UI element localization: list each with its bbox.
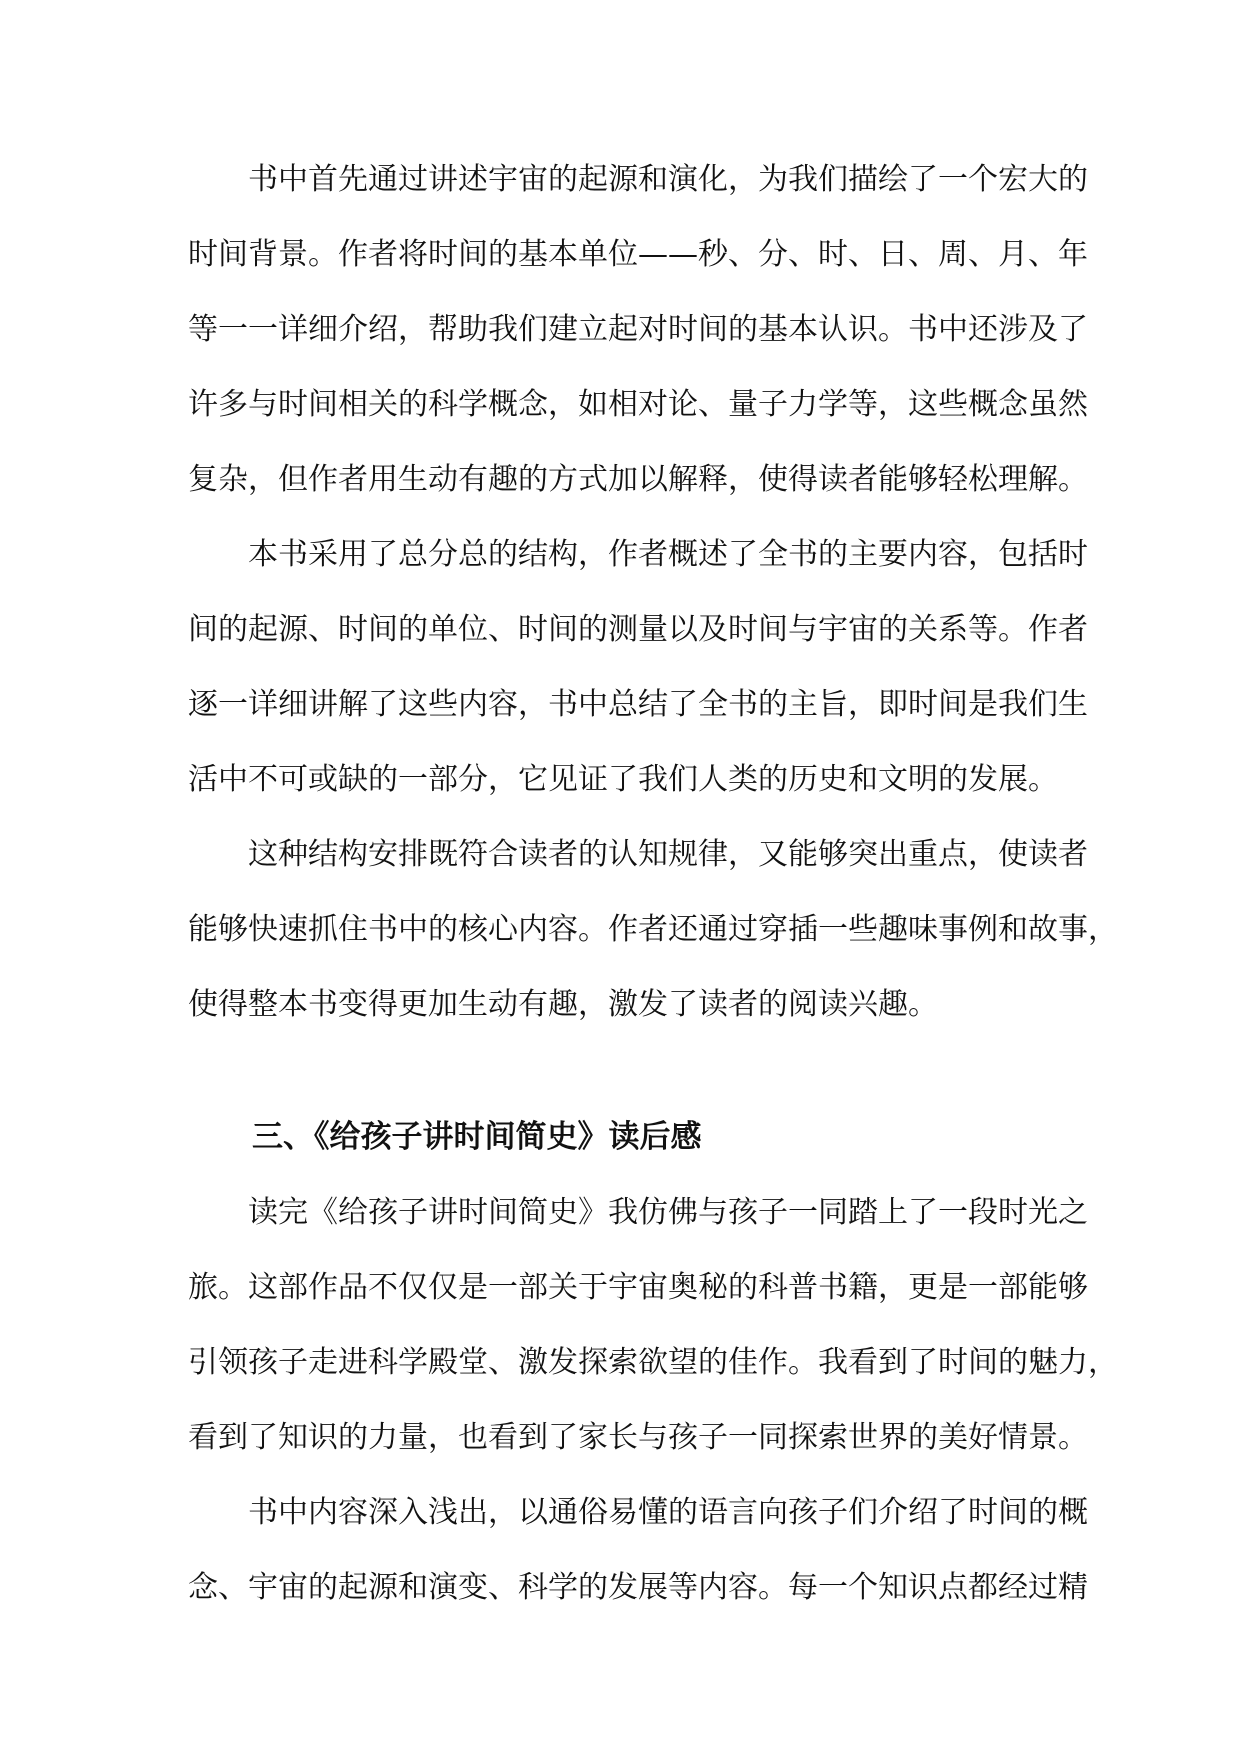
paragraph-line: 间的起源、时间的单位、时间的测量以及时间与宇宙的关系等。作者 [188,612,1088,647]
paragraph [188,142,1088,517]
paragraph-line: 许多与时间相关的科学概念，如相对论、量子力学等，这些概念虽然 [188,387,1088,422]
section-spacer [188,1042,1056,1100]
paragraph [188,1175,1118,1475]
paragraph-line: 使得整本书变得更加生动有趣，激发了读者的阅读兴趣。 [188,987,938,1022]
paragraph [188,817,1118,1042]
paragraph-line: 能够快速抓住书中的核心内容。作者还通过穿插一些趣味事例和故事， [188,912,1118,947]
section-heading: 三、《给孩子讲时间简史》读后感 [252,1119,702,1155]
paragraph-line: 时间背景。作者将时间的基本单位——秒、分、时、日、周、月、年 [188,237,1088,272]
paragraph-line: 引领孩子走进科学殿堂、激发探索欲望的佳作。我看到了时间的魅力， [188,1345,1118,1380]
paragraph-line: 看到了知识的力量，也看到了家长与孩子一同探索世界的美好情景。 [188,1420,1088,1455]
paragraph-line: 书中首先通过讲述宇宙的起源和演化，为我们描绘了一个宏大的 [248,162,1088,197]
paragraph-line: 逐一详细讲解了这些内容，书中总结了全书的主旨，即时间是我们生 [188,687,1088,722]
paragraph-line: 旅。这部作品不仅仅是一部关于宇宙奥秘的科普书籍，更是一部能够 [188,1270,1088,1305]
paragraph-line: 这种结构安排既符合读者的认知规律，又能够突出重点，使读者 [248,837,1088,872]
paragraph [188,517,1088,817]
paragraph-line: 念、宇宙的起源和演变、科学的发展等内容。每一个知识点都经过精 [188,1570,1088,1605]
paragraph-line: 本书采用了总分总的结构，作者概述了全书的主要内容，包括时 [248,537,1088,572]
paragraph-line: 活中不可或缺的一部分，它见证了我们人类的历史和文明的发展。 [188,762,1058,797]
paragraph-line: 读完《给孩子讲时间简史》我仿佛与孩子一同踏上了一段时光之 [248,1195,1088,1230]
paragraph [188,1475,1088,1625]
paragraph-line: 复杂，但作者用生动有趣的方式加以解释，使得读者能够轻松理解。 [188,462,1088,497]
page-content [188,142,1118,1625]
paragraph-line: 等一一详细介绍，帮助我们建立起对时间的基本认识。书中还涉及了 [188,312,1088,347]
paragraph-line: 书中内容深入浅出，以通俗易懂的语言向孩子们介绍了时间的概 [248,1495,1088,1530]
